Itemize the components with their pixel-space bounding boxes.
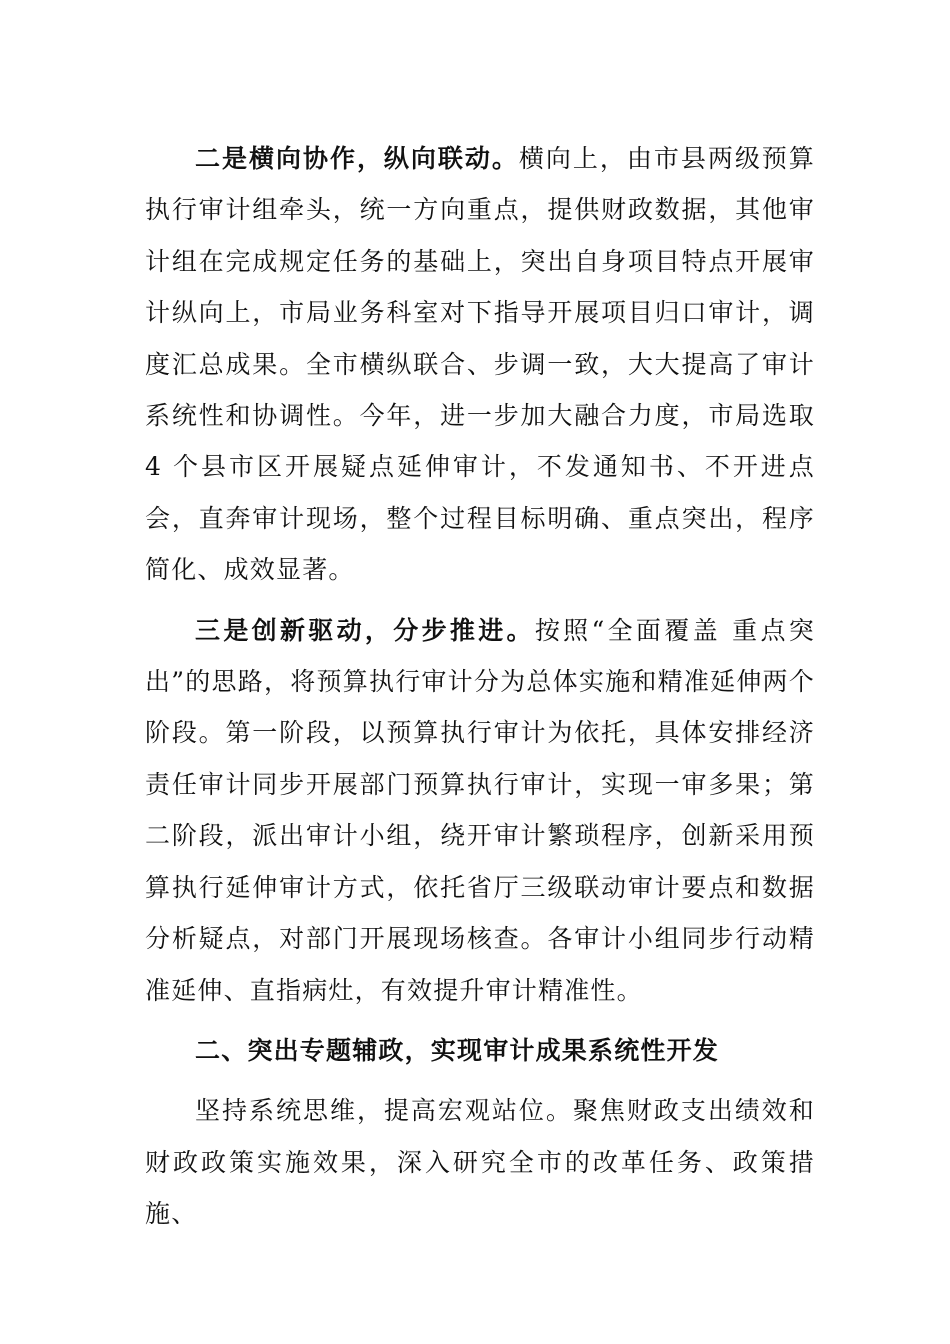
paragraph-systems-thinking [145, 1085, 815, 1239]
paragraph-lead: 二是横向协作，纵向联动。 [195, 144, 519, 173]
paragraph-body: 横向上，由市县两级预算执行审计组牵头，统一方向重点，提供财政数据，其他审计组在完成规定任务的基础上，突出自身项目特点开展审计纵向上，市局业务科室对下指导开展项目归口审计，调度汇总成果。全市横纵联合、步调一致，大大提高了审计系统性和协调性。今年，进一步加大融合力度，市局选取 4 个县市区开展疑点延伸审计，不发通知书、不开进点会，直奔审计现场，整个过程目标明确、重点突出，程序简化、成效显著。 [145, 144, 815, 585]
section-heading [145, 1025, 815, 1076]
paragraph-horizontal-coordination [145, 133, 815, 596]
document-body [145, 133, 815, 1240]
paragraph-body: 坚持系统思维，提高宏观站位。聚焦财政支出绩效和财政政策实施效果，深入研究全市的改革任务、政策措施、 [145, 1096, 815, 1229]
section-heading-text: 二、突出专题辅政，实现审计成果系统性开发 [195, 1035, 720, 1065]
paragraph-body: 按照“全面覆盖 重点突出”的思路，将预算执行审计分为总体实施和精准延伸两个阶段。第一阶段，以预算执行审计为依托，具体安排经济责任审计同步开展部门预算执行审计，实现一审多果；第二阶段，派出审计小组，绕开审计繁琐程序，创新采用预算执行延伸审计方式，依托省厅三级联动审计要点和数据分析疑点，对部门开展现场核查。各审计小组同步行动精准延伸、直指病灶，有效提升审计精准性。 [145, 615, 815, 1005]
paragraph-lead: 三是创新驱动，分步推进。 [195, 615, 535, 645]
paragraph-innovation-driven [145, 605, 815, 1016]
